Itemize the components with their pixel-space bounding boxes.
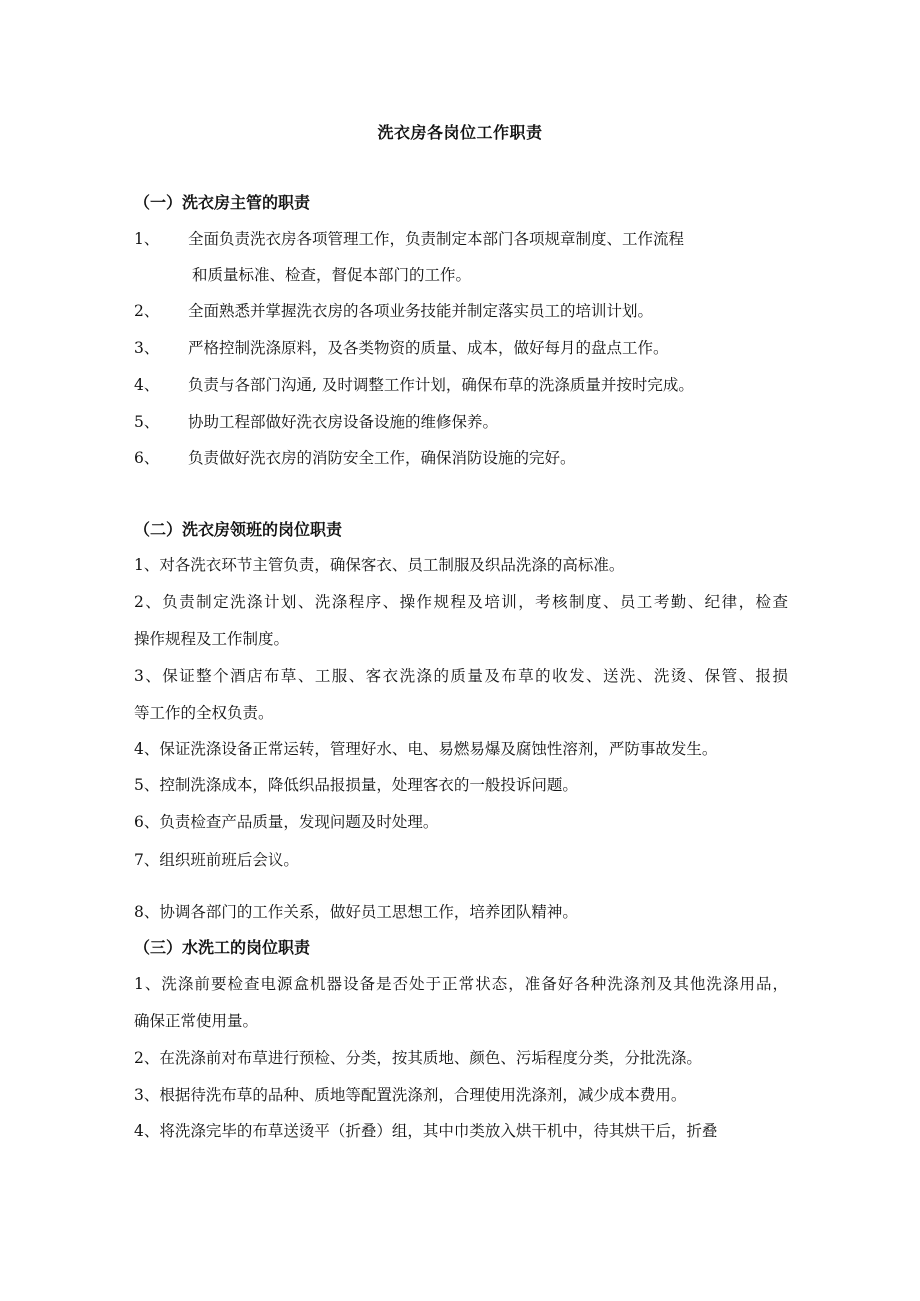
item-text: 全面负责洗衣房各项管理工作，负责制定本部门各项规章制度、工作流程 — [188, 230, 685, 248]
list-item: 1、对各洗衣环节主管负责，确保客衣、员工制服及织品洗涤的高标准。 — [134, 556, 625, 574]
item-text-continued: 等工作的全权负责。 — [134, 704, 274, 722]
list-item — [134, 446, 576, 468]
section-heading-3: （三）水洗工的岗位职责 — [134, 938, 311, 957]
list-item: 2、在洗涤前对布草进行预检、分类，按其质地、颜色、污垢程度分类，分批洗涤。 — [134, 1049, 702, 1067]
item-text-continued: 确保正常使用量。 — [134, 1012, 259, 1030]
item-text: 负责做好洗衣房的消防安全工作，确保消防设施的完好。 — [188, 449, 576, 467]
item-text-continued: 和质量标准、检查，督促本部门的工作。 — [192, 266, 472, 284]
section-heading-1: （一）洗衣房主管的职责 — [134, 193, 311, 212]
item-number: 1、 — [134, 230, 160, 248]
item-text: 严格控制洗涤原料，及各类物资的质量、成本，做好每月的盘点工作。 — [188, 339, 669, 357]
item-number: 2、 — [134, 302, 160, 320]
item-text-continued: 操作规程及工作制度。 — [134, 630, 290, 648]
item-number: 6、 — [134, 449, 160, 467]
section-heading-2: （二）洗衣房领班的岗位职责 — [134, 520, 343, 539]
list-item: 8、协调各部门的工作关系，做好员工思想工作，培养团队精神。 — [134, 903, 578, 921]
list-item: 4、保证洗涤设备正常运转，管理好水、电、易燃易爆及腐蚀性溶剂，严防事故发生。 — [134, 740, 718, 758]
page-title: 洗衣房各岗位工作职责 — [377, 123, 543, 142]
list-item — [134, 373, 694, 395]
list-item: 3、保证整个酒店布草、工服、客衣洗涤的质量及布草的收发、送洗、洗烫、保管、报损 — [134, 667, 788, 685]
list-item: 7、组织班前班后会议。 — [134, 851, 299, 869]
list-item — [134, 299, 653, 321]
item-text: 协助工程部做好洗衣房设备设施的维修保养。 — [188, 413, 499, 431]
list-item — [134, 410, 498, 432]
list-item — [134, 227, 684, 249]
item-number: 5、 — [134, 413, 160, 431]
item-number: 3、 — [134, 339, 160, 357]
item-text: 全面熟悉并掌握洗衣房的各项业务技能并制定落实员工的培训计划。 — [188, 302, 654, 320]
list-item: 5、控制洗涤成本，降低织品报损量，处理客衣的一般投诉问题。 — [134, 776, 578, 794]
list-item — [134, 336, 669, 358]
list-item: 1、洗涤前要检查电源盒机器设备是否处于正常状态，准备好各种洗涤剂及其他洗涤用品， — [134, 975, 788, 993]
item-number: 4、 — [134, 376, 160, 394]
list-item: 2、负责制定洗涤计划、洗涤程序、操作规程及培训，考核制度、员工考勤、纪律，检查 — [134, 593, 788, 611]
list-item: 3、根据待洗布草的品种、质地等配置洗涤剂，合理使用洗涤剂，减少成本费用。 — [134, 1086, 687, 1104]
item-text: 负责与各部门沟通, 及时调整工作计划，确保布草的洗涤质量并按时完成。 — [188, 376, 694, 394]
list-item: 4、将洗涤完毕的布草送烫平（折叠）组，其中巾类放入烘干机中，待其烘干后，折叠 — [134, 1122, 718, 1140]
list-item: 6、负责检查产品质量，发现问题及时处理。 — [134, 813, 439, 831]
